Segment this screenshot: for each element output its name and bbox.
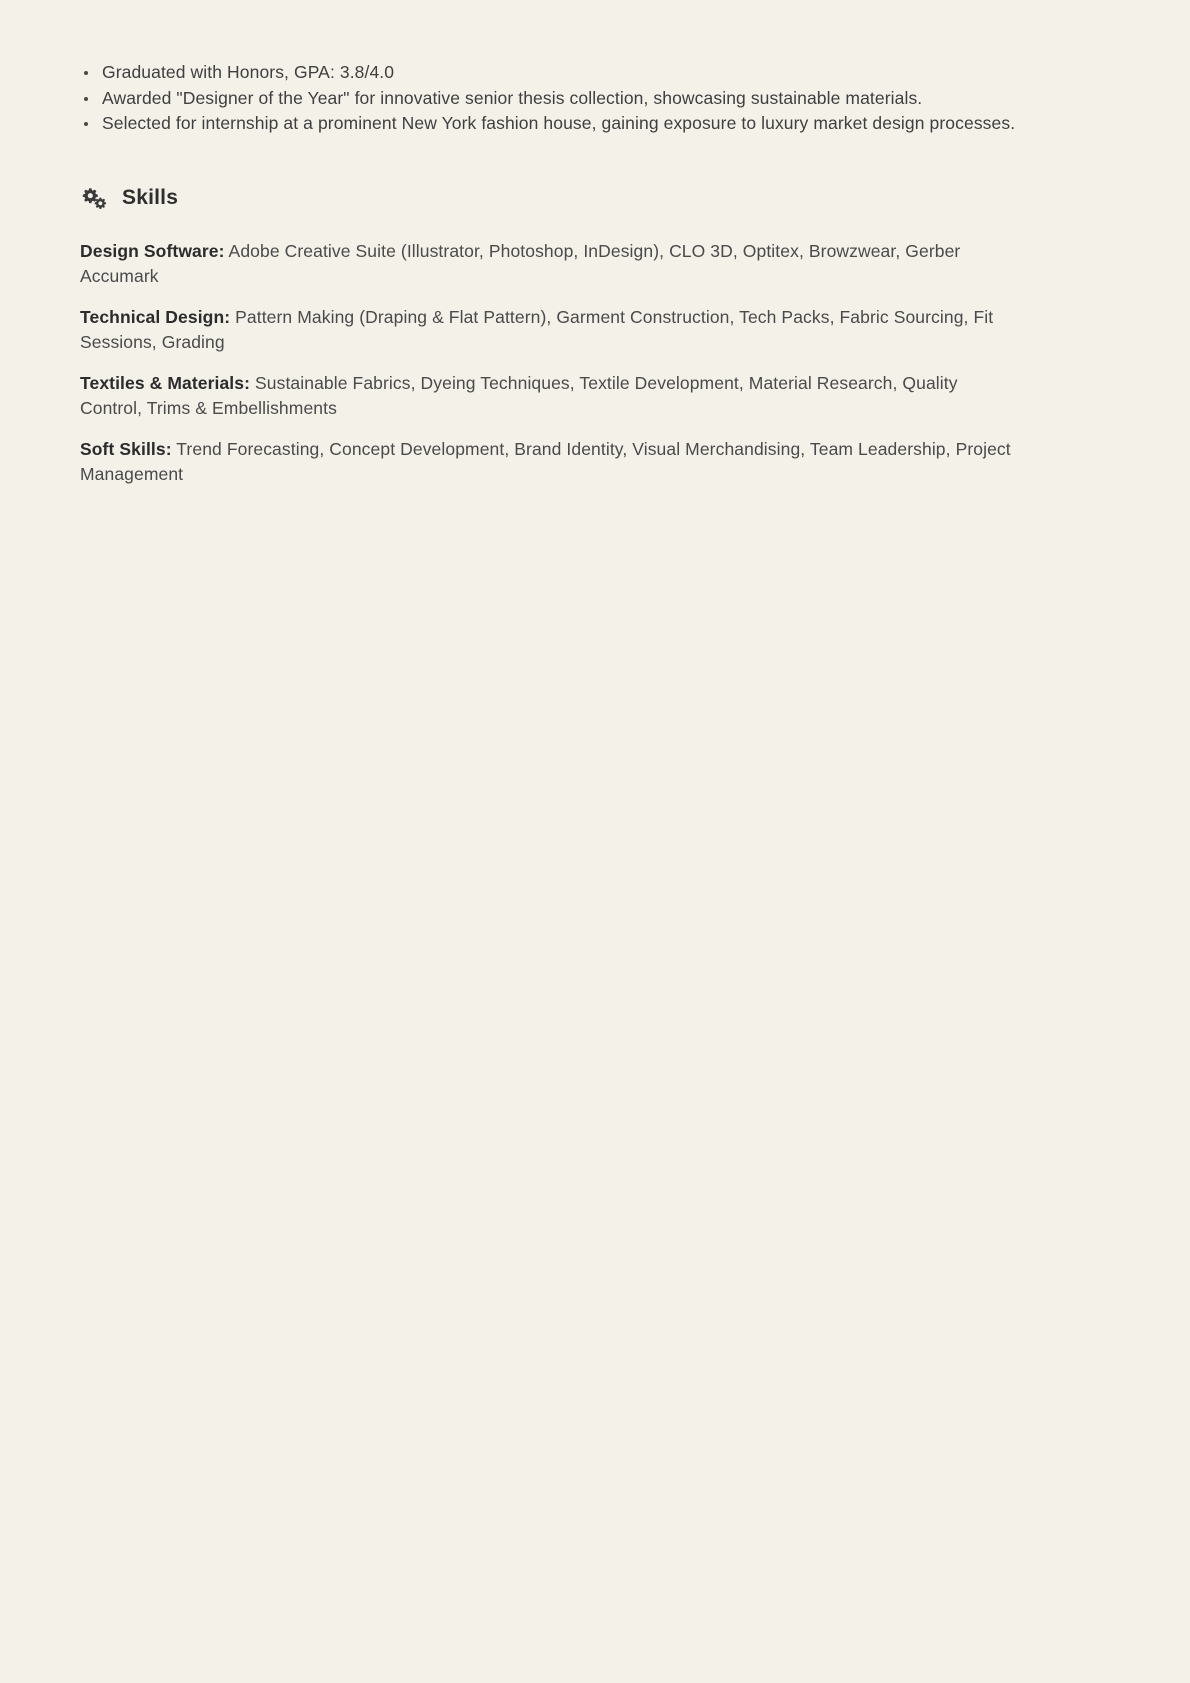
list-item (80, 239, 1020, 290)
list-item (80, 371, 1020, 422)
list-item: Selected for internship at a prominent New York fashion house, gaining exposure to luxury market design processes. (80, 111, 1032, 137)
skill-category-label: Design Software: (80, 240, 225, 261)
list-item: Graduated with Honors, GPA: 3.8/4.0 (80, 60, 1032, 86)
page-title: Skills (122, 185, 179, 209)
education-highlights-list (80, 60, 1110, 137)
skill-category-label: Technical Design: (80, 306, 231, 327)
skill-category-label: Soft Skills: (80, 438, 172, 459)
list-item (80, 437, 1020, 488)
list-item: Awarded "Designer of the Year" for innovative senior thesis collection, showcasing sustainable materials. (80, 86, 1032, 112)
skills-list (80, 239, 1110, 488)
skills-section-header (80, 183, 1110, 213)
skill-category-value: Pattern Making (Draping & Flat Pattern), Garment Construction, Tech Packs, Fabric Sourcing, Fit Sessions, Grading (80, 306, 994, 352)
cogs-icon (80, 183, 110, 213)
skill-category-value: Adobe Creative Suite (Illustrator, Photoshop, InDesign), CLO 3D, Optitex, Browzwear, Gerber Accumark (80, 240, 961, 286)
skill-category-label: Textiles & Materials: (80, 372, 251, 393)
skill-category-value: Sustainable Fabrics, Dyeing Techniques, Textile Development, Material Research, Quality Control, Trims & Embellishments (80, 372, 958, 418)
list-item (80, 305, 1020, 356)
skill-category-value: Trend Forecasting, Concept Development, Brand Identity, Visual Merchandising, Team Leadership, Project Management (80, 438, 1011, 484)
